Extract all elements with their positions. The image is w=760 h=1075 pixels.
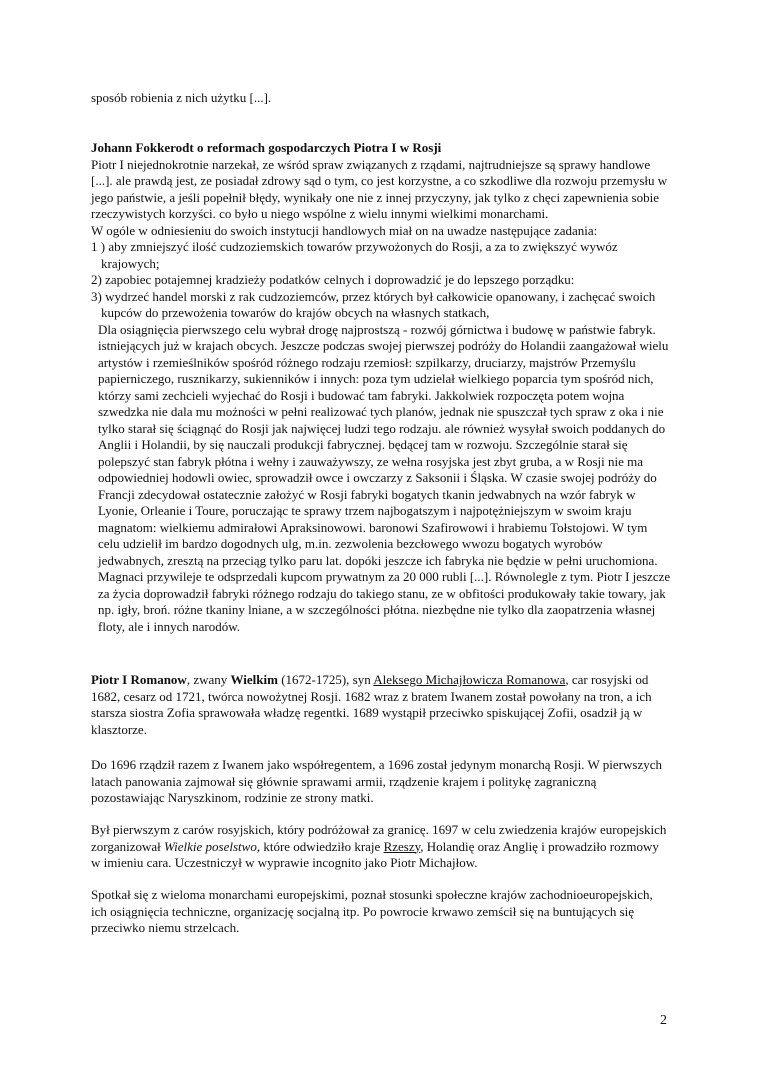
task-item-2: 2) zapobiec potajemnej kradzieży podatków celnych i doprowadzić je do lepszego porządku: — [91, 272, 575, 287]
bio-paragraph-2 — [91, 757, 671, 807]
intro-paragraph — [91, 90, 671, 107]
bio-text: Był pierwszym z carów rosyjskich, który podróżował za granicę. 1697 w celu zwiedzenia krajów europejskich zorganizował — [91, 822, 667, 854]
bio-text: , Holandię oraz Anglię i prowadziło rozmowy w imieniu cara. Uczestniczył w wyprawie incognito jako Piotr Michajłow. — [91, 838, 659, 870]
fokkerodt-paragraph-2: W ogóle w odniesieniu do swoich instytucji handlowych miał on na uwadze następujące zadania: — [91, 222, 598, 238]
bio-text: , zwany — [186, 672, 231, 687]
section-heading: Johann Fokkerodt o reformach gospodarczych Piotra I w Rosji — [91, 140, 442, 155]
father-link[interactable]: Aleksego Michajłowicza Romanowa — [373, 672, 566, 687]
intro-line: sposób robienia z nich użytku [...]. — [91, 90, 272, 105]
reich-link[interactable]: Rzeszy — [383, 838, 421, 854]
task-item-1: 1 ) aby zmniejszyć ilość cudzoziemskich towarów przywożonych do Rosji, a za to zwiększyć wywóz krajowych; — [91, 239, 618, 271]
bio-name: Piotr I Romanow — [91, 672, 187, 687]
fokkerodt-paragraph-3: Dla osiągnięcia pierwszego celu wybrał drogę najprostszą - rozwój górnictwa i budowę w państwie fabryk. istniejących już w krajach obcych. Jeszcze podczas swojej pierwszej podróży do Holandii zaangażował wielu artystów i rzemieślników spośród różnego rodzaju rzemiosł: szpilkarzy, druciarzy, majstrów Przemyślu papierniczego, rusznikarzy, sukienników i innych: poza tym udzielał wielkiego poparcia tym spośród nich, którzy sami zechcieli wyjechać do Rosji i budować tam fabryki. Jakkolwiek rozpoczęta potem wojna szwedzka nie dala mu możności w pełni realizować tych planów, jednak nie spuszczał tych spraw z oka i nie tylko starał się ściągnąć do Rosji jak najwięcej ludzi tego rodzaju. ale również wysyłał swoich poddanych do Anglii i Holandii, by się nauczali produkcji fabrycznej. będącej tam w rozwoju. Szczególnie starał się polepszyć stan fabryk płótna i wełny i zauważywszy, ze wełna rosyjska jest zbyt gruba, a w Rosji nie ma odpowiedniej hodowli owiec, sprowadził owce i owczarzy z Saksonii i Śląska. W czasie swojej podróży do Francji zdecydował ostatecznie założyć w Rosji fabryki bogatych tkanin jedwabnych na wzór fabryk w Lyonie, Orleanie i Toure, poruczając te sprawy trzem najbogatszym i najpotężniejszym w swoim kraju magnatom: wielkiemu admirałowi Apraksinowowi. baronowi Szafirowowi i hrabiemu Tołstojowi. W tym celu udzielił im bardzo dogodnych ulg, m.in. zezwolenia bezcłowego wwozu bogatych wyrobów jedwabnych, zresztą na przeciąg tylko paru lat. dopóki jeszcze ich fabryka nie będzie w pełni uruchomiona. Magnaci przywileje te odsprzedali kupcom prywatnym za 20 000 rubli [...]. Równolegle z tym. Piotr I jeszcze za życia doprowadził fabryki różnego rodzaju do takiego stanu, ze w obfitości produkowały takie towary, jak np. igły, broń. różne tkaniny lniane, a w szczególności płótna. niezbędne nie tylko dla zaopatrzenia własnej floty, ale i innych narodów. — [98, 321, 671, 634]
bio-text: , które odwiedziło kraje — [256, 838, 384, 854]
page-number: 2 — [660, 1013, 667, 1028]
fokkerodt-section — [91, 140, 671, 635]
bio-epithet: Wielkim — [230, 672, 278, 687]
bio-paragraph-3 — [91, 822, 671, 872]
bio-paragraph-1 — [91, 672, 671, 738]
embassy-name: Wielkie poselstwo — [164, 838, 257, 854]
fokkerodt-paragraph-1: Piotr I niejednokrotnie narzekał, ze wśród spraw związanych z rządami, najtrudniejsze są sprawy handlowe [...]. ale prawdą jest, ze posiadał zdrowy sąd o tym, co jest korzystne, a co szkodliwe dla rozwoju przemysłu w jego państwie, a jeśli popełnił błędy, wynikały one nie z innej przyczyny, jak tylko z chęci zapewnienia sobie rzeczywistych korzyści. co było u niego wspólne z wielu innymi wielkimi monarchami. — [91, 156, 668, 221]
bio-text: (1672-1725), syn — [277, 672, 374, 687]
bio-text: , car rosyjski od 1682, cesarz od 1721, twórca nowożytnej Rosji. 1682 wraz z bratem Iwanem został powołany na tron, a ich starsza siostra Zofia sprawowała władzę regentki. 1689 wystąpił przeciwko spiskującej Zofii, osadził ją w klasztorze. — [91, 672, 652, 737]
bio-text: Spotkał się z wieloma monarchami europejskimi, poznał stosunki społeczne krajów zachodnioeuropejskich, ich osiągnięcia techniczne, organizację socjalną itp. Po powrocie krwawo zemścił się na buntujących się przeciwko niemu strzelcach. — [91, 887, 653, 935]
bio-text: Do 1696 rządził razem z Iwanem jako współregentem, a 1696 został jedynym monarchą Rosji. W pierwszych latach panowania zajmował się głównie sprawami armii, rządzenie krajem i politykę zagraniczną pozostawiając Naryszkinom, rodzinie ze strony matki. — [91, 757, 662, 805]
task-item-3: 3) wydrzeć handel morski z rak cudzoziemców, przez których był całkowicie opanowany, i zachęcać swoich kupców do przewożenia towarów do krajów obcych na własnych statkach, — [91, 288, 656, 320]
bio-paragraph-4 — [91, 887, 671, 937]
